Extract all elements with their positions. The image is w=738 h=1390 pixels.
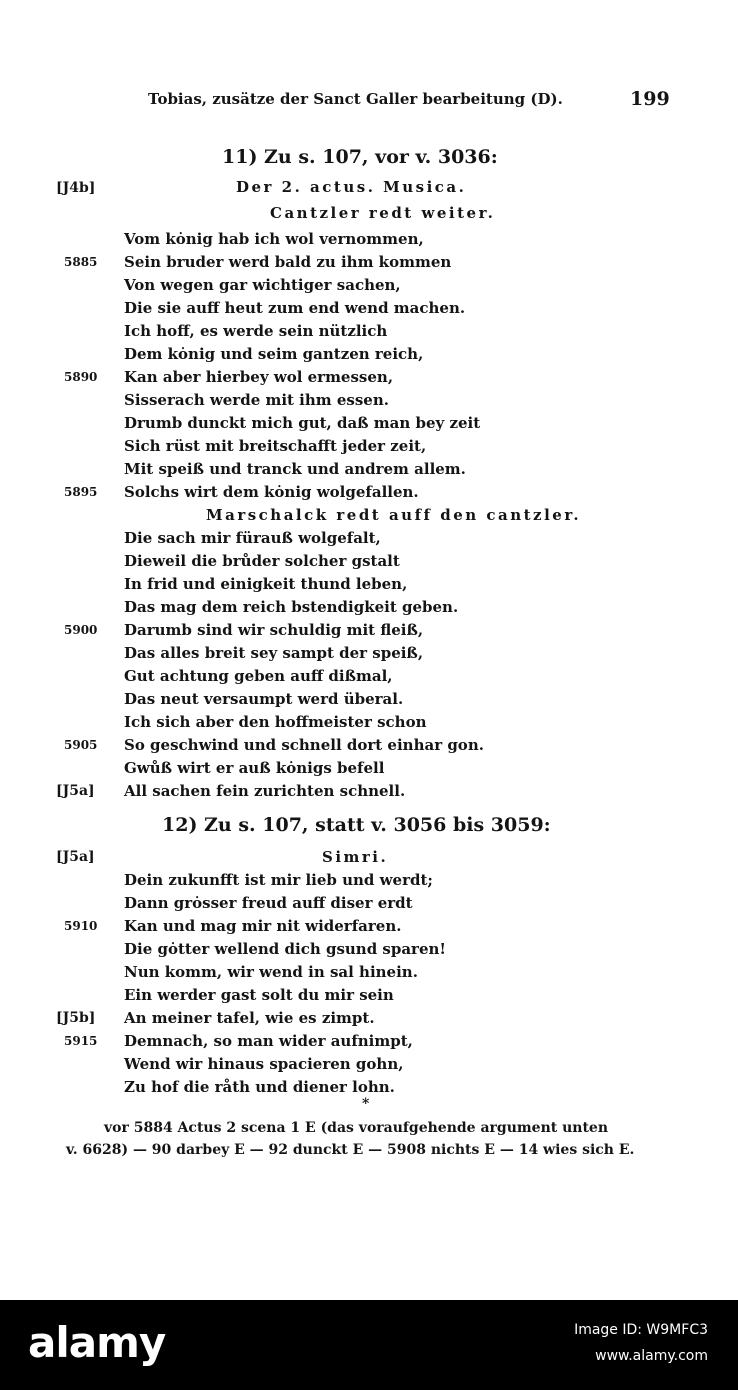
verse-line: Die sie auff heut zum end wend machen.: [124, 299, 466, 317]
verse-line: Dann grȯsser freud auff diser erdt: [124, 894, 413, 912]
verse-line: Kan und mag mir nit widerfaren.: [124, 917, 402, 935]
verse-line: Wend wir hinaus spacieren gohn,: [124, 1055, 404, 1073]
section-heading: 11) Zu s. 107, vor v. 3036:: [222, 146, 498, 168]
section-heading: 12) Zu s. 107, statt v. 3056 bis 3059:: [162, 814, 551, 836]
signature-mark: [J5b]: [56, 1010, 96, 1026]
verse-line: Mit speiß und tranck und andrem allem.: [124, 460, 466, 478]
separator-asterisk: *: [362, 1096, 370, 1112]
verse-line: Dieweil die brůder solcher gstalt: [124, 552, 400, 570]
alamy-logo: alamy: [28, 1318, 166, 1367]
apparatus-note: v. 6628) — 90 darbey E — 92 dunckt E — 5908 nichts E — 14 wies sich E.: [66, 1142, 635, 1158]
line-number: 5905: [64, 738, 98, 752]
verse-line: So geschwind und schnell dort einhar gon.: [124, 736, 484, 754]
verse-line: Das neut versaumpt werd überal.: [124, 690, 404, 708]
page-number: 199: [630, 88, 670, 110]
verse-line: Die sach mir fürauß wolgefalt,: [124, 529, 381, 547]
apparatus-note: vor 5884 Actus 2 scena 1 E (das voraufgehende argument unten: [104, 1120, 609, 1136]
site-url: www.alamy.com: [595, 1348, 708, 1364]
line-number: 5895: [64, 485, 98, 499]
signature-mark: [J5a]: [56, 849, 95, 865]
verse-line: Ich hoff, es werde sein nützlich: [124, 322, 388, 340]
line-number: 5900: [64, 623, 98, 637]
line-number: 5890: [64, 370, 98, 384]
running-title: Tobias, zusätze der Sanct Galler bearbeitung (D).: [148, 90, 563, 108]
line-number: 5915: [64, 1034, 98, 1048]
verse-line: Das alles breit sey sampt der speiß,: [124, 644, 424, 662]
speaker-label: Simri.: [322, 848, 389, 866]
verse-line: Dein zukunfft ist mir lieb und werdt;: [124, 871, 433, 889]
verse-line: In frid und einigkeit thund leben,: [124, 575, 408, 593]
signature-mark: [J4b]: [56, 180, 96, 196]
verse-line: Das mag dem reich bstendigkeit geben.: [124, 598, 459, 616]
verse-line: Ein werder gast solt du mir sein: [124, 986, 394, 1004]
verse-line: Ich sich aber den hoffmeister schon: [124, 713, 427, 731]
verse-line: Drumb dunckt mich gut, daß man bey zeit: [124, 414, 481, 432]
verse-line: Von wegen gar wichtiger sachen,: [124, 276, 401, 294]
verse-line: Sein bruder werd bald zu ihm kommen: [124, 253, 452, 271]
verse-line: Sich rüst mit breitschafft jeder zeit,: [124, 437, 427, 455]
act-label: Der 2. actus. Musica.: [236, 178, 467, 196]
speaker-label: Marschalck redt auff den cantzler.: [206, 506, 582, 524]
verse-line: An meiner tafel, wie es zimpt.: [124, 1009, 375, 1027]
verse-line: Die gȯtter wellend dich gsund sparen!: [124, 940, 446, 958]
line-number: 5910: [64, 919, 98, 933]
verse-line: Zu hof die råth und diener lohn.: [124, 1078, 395, 1096]
verse-line: Sisserach werde mit ihm essen.: [124, 391, 389, 409]
verse-line: Nun komm, wir wend in sal hinein.: [124, 963, 418, 981]
speaker-label: Cantzler redt weiter.: [270, 204, 496, 222]
verse-line: Dem kȯnig und seim gantzen reich,: [124, 345, 424, 363]
line-number: 5885: [64, 255, 98, 269]
verse-line: Darumb sind wir schuldig mit fleiß,: [124, 621, 424, 639]
verse-line: Kan aber hierbey wol ermessen,: [124, 368, 394, 386]
verse-line: Demnach, so man wider aufnimpt,: [124, 1032, 413, 1050]
signature-mark: [J5a]: [56, 783, 95, 799]
verse-line: Gwůß wirt er auß kȯnigs befell: [124, 759, 385, 777]
verse-line: All sachen fein zurichten schnell.: [124, 782, 406, 800]
image-id: Image ID: W9MFC3: [574, 1322, 708, 1338]
verse-line: Gut achtung geben auff dißmal,: [124, 667, 393, 685]
verse-line: Solchs wirt dem kȯnig wolgefallen.: [124, 483, 419, 501]
verse-line: Vom kȯnig hab ich wol vernommen,: [124, 230, 424, 248]
